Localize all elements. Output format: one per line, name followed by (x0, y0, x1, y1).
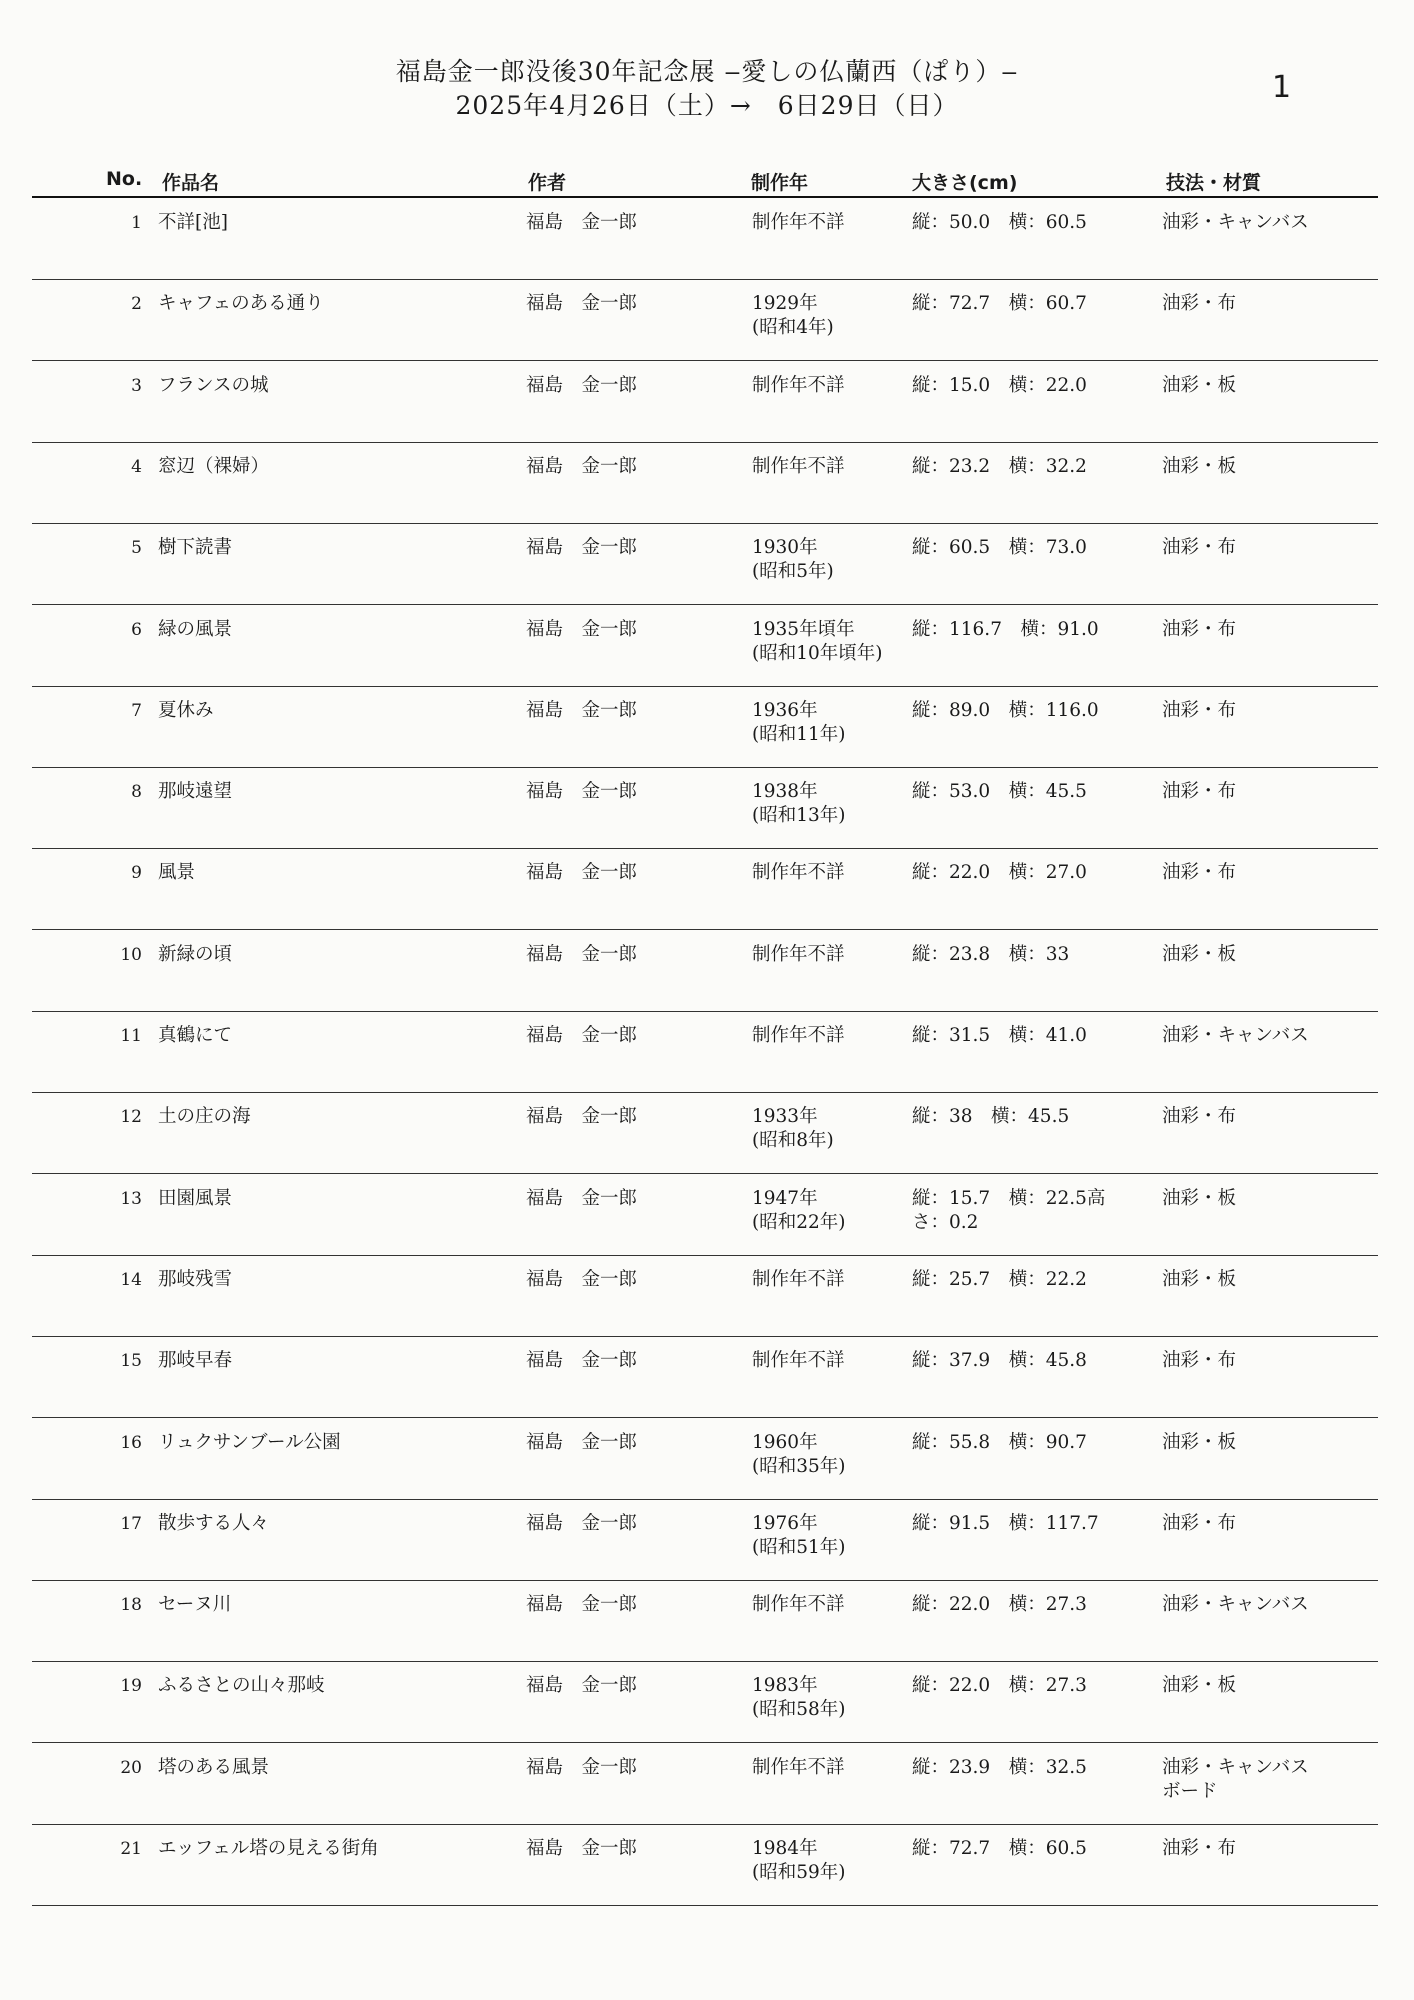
artwork-size: 縦：53.0 横：45.5 (912, 781, 1087, 803)
row-number: 13 (120, 1188, 142, 1209)
technique-material: 油彩・板 (1162, 455, 1237, 477)
table-row (32, 1011, 1378, 1093)
table-row (32, 361, 1378, 443)
exhibition-dates: 2025年4月26日（土）→ 6日29日（日） (455, 91, 959, 120)
row-number: 2 (131, 294, 142, 315)
artist-name: 福島 金一郎 (526, 537, 638, 559)
artist-name: 福島 金一郎 (526, 943, 638, 965)
artwork-size: 縦：50.0 横：60.5 (912, 212, 1087, 233)
table-row (32, 605, 1378, 687)
table-row (32, 1743, 1378, 1825)
technique-material: 油彩・板 (1162, 1268, 1237, 1290)
creation-year: 制作年不詳 (752, 1268, 845, 1290)
artwork-title: 不詳[池] (158, 212, 228, 233)
creation-year: 制作年不詳 (752, 374, 845, 396)
artwork-size: 縦：60.5 横：73.0 (912, 537, 1087, 559)
exhibition-title: 福島金一郎没後30年記念展 ‒愛しの仏蘭西（ぱり）‒ (395, 57, 1019, 86)
technique-material: 油彩・板 (1162, 1675, 1237, 1697)
artwork-size: 縦：55.8 横：90.7 (912, 1431, 1087, 1453)
artwork-title: 田園風景 (158, 1187, 233, 1209)
artist-name: 福島 金一郎 (526, 781, 638, 803)
table-row (32, 198, 1378, 280)
technique-material: 油彩・板 (1162, 1187, 1237, 1209)
creation-year: 1929年 (昭和4年) (752, 293, 834, 339)
row-number: 10 (120, 944, 142, 965)
technique-material: 油彩・キャンバス (1162, 1594, 1309, 1616)
artwork-title: 那岐残雪 (158, 1268, 233, 1290)
artwork-size: 縦：37.9 横：45.8 (912, 1350, 1087, 1372)
artist-name: 福島 金一郎 (526, 699, 638, 721)
artist-name: 福島 金一郎 (526, 1512, 638, 1534)
creation-year: 制作年不詳 (752, 862, 845, 884)
row-number: 15 (120, 1351, 142, 1372)
technique-material: 油彩・布 (1162, 781, 1237, 803)
artwork-title: 新緑の頃 (158, 943, 233, 965)
creation-year: 1938年 (昭和13年) (752, 781, 846, 827)
technique-material: 油彩・布 (1162, 862, 1237, 884)
table-row (32, 848, 1378, 930)
creation-year: 1947年 (昭和22年) (752, 1187, 846, 1233)
artwork-size: 縦：23.8 横：33 (912, 943, 1070, 965)
table-row (32, 523, 1378, 605)
row-number: 21 (120, 1839, 142, 1859)
row-number: 4 (131, 456, 142, 477)
artwork-title: 樹下読書 (158, 537, 233, 559)
artwork-size: 縦：22.0 横：27.3 (912, 1675, 1087, 1697)
technique-material: 油彩・布 (1162, 537, 1237, 559)
technique-material: 油彩・キャンバス (1162, 1025, 1309, 1046)
artwork-size: 縦：38 横：45.5 (912, 1106, 1070, 1128)
column-header-size: 大きさ(cm) (912, 172, 1018, 194)
creation-year: 1936年 (昭和11年) (752, 699, 846, 745)
column-header-artist: 作者 (528, 172, 567, 194)
artist-name: 福島 金一郎 (526, 1350, 638, 1372)
creation-year: 制作年不詳 (752, 455, 845, 477)
artwork-title: 那岐遠望 (158, 781, 233, 803)
artwork-title: フランスの城 (158, 374, 269, 396)
artist-name: 福島 金一郎 (526, 1025, 638, 1046)
row-number: 6 (131, 619, 142, 640)
table-row (32, 1255, 1378, 1337)
artist-name: 福島 金一郎 (526, 455, 638, 477)
artist-name: 福島 金一郎 (526, 212, 638, 233)
technique-material: 油彩・キャンバス (1162, 212, 1309, 233)
row-number: 7 (131, 700, 142, 721)
row-number: 11 (120, 1026, 142, 1046)
artwork-size: 縦：23.2 横：32.2 (912, 455, 1087, 477)
artist-name: 福島 金一郎 (526, 293, 638, 315)
artist-name: 福島 金一郎 (526, 1268, 638, 1290)
column-header-no: No. (106, 168, 143, 190)
creation-year: 1933年 (昭和8年) (752, 1106, 834, 1152)
document-header (0, 55, 1414, 123)
table-row (32, 1824, 1378, 1906)
artwork-title: 散歩する人々 (158, 1512, 270, 1534)
artwork-title: 真鶴にて (158, 1025, 233, 1046)
row-number: 14 (120, 1269, 142, 1290)
row-number: 5 (131, 538, 142, 559)
artist-name: 福島 金一郎 (526, 374, 638, 396)
table-row (32, 1580, 1378, 1662)
table-row (32, 1499, 1378, 1581)
artist-name: 福島 金一郎 (526, 618, 638, 640)
artwork-title: セーヌ川 (158, 1594, 232, 1616)
table-row (32, 767, 1378, 849)
artwork-size: 縦：89.0 横：116.0 (912, 699, 1099, 721)
creation-year: 制作年不詳 (752, 1350, 845, 1372)
technique-material: 油彩・キャンバス ボード (1162, 1756, 1309, 1802)
creation-year: 1976年 (昭和51年) (752, 1512, 846, 1558)
technique-material: 油彩・布 (1162, 1106, 1237, 1128)
artwork-title: ふるさとの山々那岐 (158, 1675, 325, 1697)
column-header-title: 作品名 (162, 172, 220, 194)
artwork-title: 那岐早春 (158, 1350, 233, 1372)
creation-year: 1930年 (昭和5年) (752, 537, 834, 583)
table-row (32, 1174, 1378, 1256)
table-row (32, 279, 1378, 361)
artist-name: 福島 金一郎 (526, 1594, 638, 1616)
artist-name: 福島 金一郎 (526, 1106, 638, 1128)
row-number: 17 (120, 1513, 142, 1534)
artwork-title: キャフェのある通り (158, 293, 324, 315)
row-number: 8 (131, 782, 142, 803)
artist-name: 福島 金一郎 (526, 1675, 638, 1697)
artwork-size: 縦：116.7 横：91.0 (912, 618, 1099, 640)
artwork-size: 縦：72.7 横：60.5 (912, 1838, 1087, 1859)
artwork-size: 縦：72.7 横：60.7 (912, 293, 1087, 315)
creation-year: 制作年不詳 (752, 1025, 845, 1046)
artwork-title: リュクサンブール公園 (158, 1431, 341, 1453)
artwork-size: 縦：23.9 横：32.5 (912, 1756, 1087, 1778)
technique-material: 油彩・板 (1162, 943, 1237, 965)
table-row (32, 1661, 1378, 1743)
artwork-title: 土の庄の海 (158, 1106, 251, 1128)
artwork-title: 夏休み (158, 699, 214, 721)
row-number: 3 (131, 375, 142, 396)
table-row (32, 442, 1378, 524)
table-row (32, 1092, 1378, 1174)
row-number: 20 (120, 1757, 142, 1778)
artwork-title: 窓辺（裸婦） (158, 455, 270, 477)
artwork-size: 縦：22.0 横：27.0 (912, 862, 1087, 884)
creation-year: 1960年 (昭和35年) (752, 1431, 846, 1477)
row-number: 9 (131, 863, 142, 884)
creation-year: 1984年 (昭和59年) (752, 1838, 846, 1883)
row-number: 12 (120, 1107, 142, 1128)
table-row (32, 1336, 1378, 1418)
technique-material: 油彩・布 (1162, 618, 1237, 640)
row-number: 1 (131, 213, 142, 233)
artwork-size: 縦：15.0 横：22.0 (912, 374, 1087, 396)
technique-material: 油彩・布 (1162, 1512, 1237, 1534)
artwork-size: 縦：31.5 横：41.0 (912, 1025, 1087, 1046)
technique-material: 油彩・布 (1162, 1838, 1237, 1859)
row-number: 16 (120, 1432, 142, 1453)
artwork-size: 縦：15.7 横：22.5高 さ：0.2 (912, 1187, 1106, 1233)
artist-name: 福島 金一郎 (526, 1187, 638, 1209)
technique-material: 油彩・布 (1162, 1350, 1237, 1372)
table-row (32, 686, 1378, 768)
artist-name: 福島 金一郎 (526, 1431, 638, 1453)
artist-name: 福島 金一郎 (526, 1756, 638, 1778)
creation-year: 制作年不詳 (752, 212, 845, 233)
creation-year: 制作年不詳 (752, 943, 845, 965)
column-header-technique: 技法・材質 (1166, 172, 1262, 194)
table-row (32, 930, 1378, 1012)
artwork-title: エッフェル塔の見える街角 (158, 1838, 379, 1859)
row-number: 18 (120, 1595, 142, 1616)
technique-material: 油彩・板 (1162, 1431, 1237, 1453)
artwork-size: 縦：25.7 横：22.2 (912, 1268, 1087, 1290)
table-row (32, 1418, 1378, 1500)
creation-year: 制作年不詳 (752, 1594, 845, 1616)
artwork-title: 緑の風景 (158, 618, 233, 640)
creation-year: 1935年頃年 (昭和10年頃年) (752, 618, 883, 664)
technique-material: 油彩・布 (1162, 293, 1237, 315)
creation-year: 1983年 (昭和58年) (752, 1675, 846, 1721)
row-number: 19 (120, 1676, 142, 1697)
artwork-title: 風景 (158, 862, 196, 884)
page-number: 1 (1272, 70, 1292, 105)
artwork-size: 縦：22.0 横：27.3 (912, 1594, 1087, 1616)
artist-name: 福島 金一郎 (526, 1838, 638, 1859)
artwork-title: 塔のある風景 (158, 1756, 270, 1778)
technique-material: 油彩・板 (1162, 374, 1237, 396)
technique-material: 油彩・布 (1162, 699, 1237, 721)
artwork-size: 縦：91.5 横：117.7 (912, 1512, 1099, 1534)
creation-year: 制作年不詳 (752, 1756, 845, 1778)
column-header-year: 制作年 (751, 172, 809, 194)
artist-name: 福島 金一郎 (526, 862, 638, 884)
